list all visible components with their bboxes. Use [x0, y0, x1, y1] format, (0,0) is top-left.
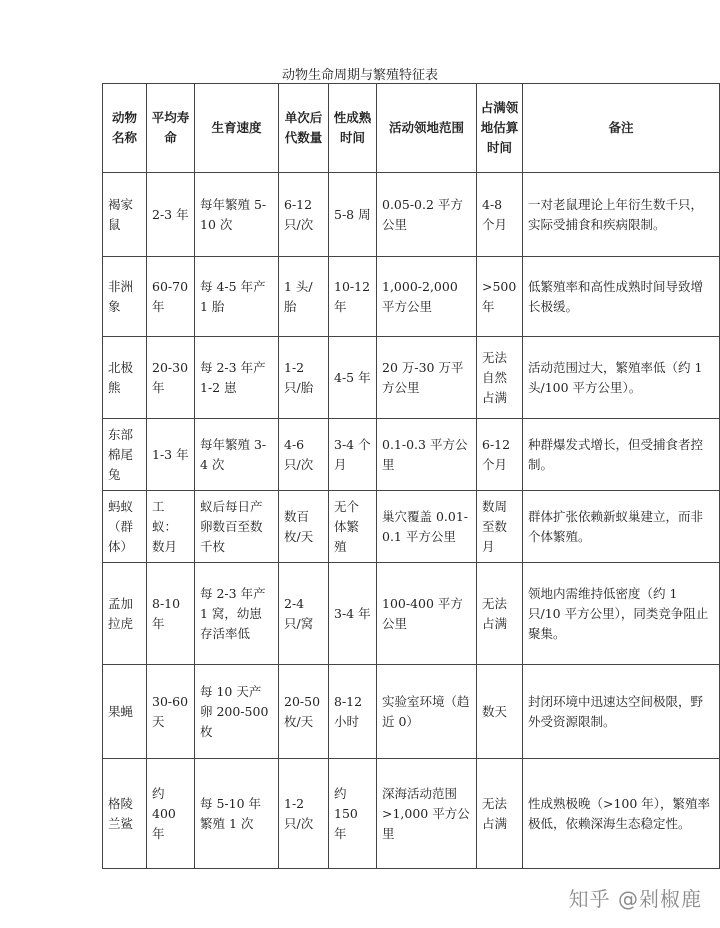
header-cell: 占满领地估算时间 [477, 84, 523, 173]
table-row [103, 759, 720, 869]
table-title: 动物生命周期与繁殖特征表 [281, 68, 438, 83]
table-cell: 活动范围过大，繁殖率低（约 1 头/100 平方公里）。 [523, 337, 720, 419]
table-cell: 每 5-10 年繁殖 1 次 [195, 759, 279, 869]
table-cell: 工蚁：数月 [147, 491, 195, 563]
header-cell: 备注 [523, 84, 720, 173]
table-cell: 3-4 个月 [329, 419, 377, 491]
table-cell: 每 10 天产卵 200-500 枚 [195, 665, 279, 759]
table-cell: 20-50 枚/天 [279, 665, 329, 759]
table-cell: 约 150 年 [329, 759, 377, 869]
table-cell: 0.1-0.3 平方公里 [377, 419, 477, 491]
header-cell: 活动领地范围 [377, 84, 477, 173]
table-cell: 6-12 只/次 [279, 173, 329, 257]
table-cell: 东部棉尾兔 [103, 419, 147, 491]
table-cell: 数百枚/天 [279, 491, 329, 563]
table-cell: 每年繁殖 3-4 次 [195, 419, 279, 491]
table-cell: 数周至数月 [477, 491, 523, 563]
table-cell: 蚂蚁（群体） [103, 491, 147, 563]
table-cell: 孟加拉虎 [103, 563, 147, 665]
table-cell: 60-70 年 [147, 257, 195, 337]
table-row [103, 665, 720, 759]
header-cell: 动物名称 [103, 84, 147, 173]
table-cell: 4-8 个月 [477, 173, 523, 257]
table-cell: 20-30 年 [147, 337, 195, 419]
table-cell: 1-3 年 [147, 419, 195, 491]
header-row [103, 84, 720, 173]
header-cell: 生育速度 [195, 84, 279, 173]
table-row [103, 491, 720, 563]
table-cell: 无法占满 [477, 563, 523, 665]
table-cell: 数天 [477, 665, 523, 759]
table-cell: 非洲象 [103, 257, 147, 337]
table-cell: 种群爆发式增长，但受捕食者控制。 [523, 419, 720, 491]
table-cell: 2-3 年 [147, 173, 195, 257]
table-cell: 4-5 年 [329, 337, 377, 419]
table-cell: 每年繁殖 5-10 次 [195, 173, 279, 257]
table-cell: 实验室环境（趋近 0） [377, 665, 477, 759]
table-cell: 100-400 平方公里 [377, 563, 477, 665]
table-cell: 2-4 只/窝 [279, 563, 329, 665]
data-table [102, 83, 720, 869]
table-cell: 约 400 年 [147, 759, 195, 869]
table-cell: 每 2-3 年产 1-2 崽 [195, 337, 279, 419]
table-cell: 8-10 年 [147, 563, 195, 665]
watermark: 知乎 @剁椒鹿 [568, 887, 702, 911]
table-cell: 无法自然占满 [477, 337, 523, 419]
table-cell: 北极熊 [103, 337, 147, 419]
table-cell: 0.05-0.2 平方公里 [377, 173, 477, 257]
table-cell: 低繁殖率和高性成熟时间导致增长极缓。 [523, 257, 720, 337]
header-cell: 平均寿命 [147, 84, 195, 173]
table-cell: 无个体繁殖 [329, 491, 377, 563]
table-row [103, 173, 720, 257]
table-cell: 3-4 年 [329, 563, 377, 665]
table-cell: 无法占满 [477, 759, 523, 869]
table-cell: 每 4-5 年产 1 胎 [195, 257, 279, 337]
table-cell: 1 头/胎 [279, 257, 329, 337]
table-cell: 蚁后每日产卵数百至数千枚 [195, 491, 279, 563]
table-cell: 5-8 周 [329, 173, 377, 257]
table-cell: 30-60 天 [147, 665, 195, 759]
table-cell: 6-12 个月 [477, 419, 523, 491]
table-cell: 深海活动范围>1,000 平方公里 [377, 759, 477, 869]
table-cell: 群体扩张依赖新蚁巢建立，而非个体繁殖。 [523, 491, 720, 563]
table-cell: 20 万-30 万平方公里 [377, 337, 477, 419]
table-cell: 每 2-3 年产 1 窝，幼崽存活率低 [195, 563, 279, 665]
table-row [103, 337, 720, 419]
table-cell: 封闭环境中迅速达空间极限，野外受资源限制。 [523, 665, 720, 759]
table-cell: 一对老鼠理论上年衍生数千只，实际受捕食和疾病限制。 [523, 173, 720, 257]
table-row [103, 563, 720, 665]
table-cell: 8-12 小时 [329, 665, 377, 759]
table-cell: 格陵兰鲨 [103, 759, 147, 869]
table-cell: 10-12 年 [329, 257, 377, 337]
table-cell: 4-6 只/次 [279, 419, 329, 491]
table-cell: 1,000-2,000 平方公里 [377, 257, 477, 337]
table-cell: 巢穴覆盖 0.01-0.1 平方公里 [377, 491, 477, 563]
table-cell: 褐家鼠 [103, 173, 147, 257]
table-cell: 果蝇 [103, 665, 147, 759]
table-cell: 性成熟极晚（>100 年），繁殖率极低，依赖深海生态稳定性。 [523, 759, 720, 869]
table-cell: >500 年 [477, 257, 523, 337]
table-row [103, 419, 720, 491]
table-cell: 1-2 只/次 [279, 759, 329, 869]
table-row [103, 257, 720, 337]
table-cell: 领地内需维持低密度（约 1 只/10 平方公里），同类竞争阻止聚集。 [523, 563, 720, 665]
header-cell: 单次后代数量 [279, 84, 329, 173]
table-cell: 1-2 只/胎 [279, 337, 329, 419]
header-cell: 性成熟时间 [329, 84, 377, 173]
